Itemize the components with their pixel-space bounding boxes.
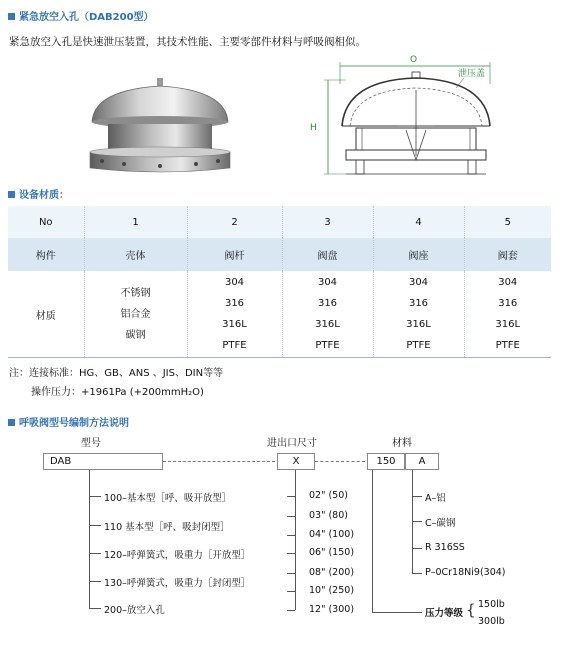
section-title-text: 设备材质： bbox=[19, 190, 69, 201]
materials-table bbox=[8, 206, 551, 358]
pressure-option: 300lb bbox=[478, 616, 505, 627]
material-value: 316L bbox=[406, 319, 431, 330]
tree-branch bbox=[287, 496, 295, 497]
tree-branch bbox=[412, 573, 422, 574]
tree-branch bbox=[287, 516, 295, 517]
material-value: 304 bbox=[408, 277, 429, 288]
technical-drawing bbox=[306, 50, 496, 190]
material-value: 不锈钢 bbox=[120, 287, 151, 299]
tree-branch bbox=[412, 496, 422, 497]
material-cell bbox=[187, 271, 282, 358]
material-label-cell: 材质 bbox=[8, 271, 84, 358]
table-header-row bbox=[8, 206, 551, 238]
pressure-label: 压力等级 bbox=[425, 608, 464, 619]
size-option: 03" (80) bbox=[309, 510, 348, 521]
material-value: 碳钢 bbox=[125, 329, 146, 341]
component-cell: 壳体 bbox=[84, 238, 187, 271]
tree-branch bbox=[89, 581, 101, 582]
header-cell: 4 bbox=[373, 206, 464, 238]
size-option: 04" (100) bbox=[309, 529, 355, 540]
type-option: 130–呼弹簧式，吸重力［封闭型］ bbox=[104, 578, 251, 589]
table-row-components bbox=[8, 238, 551, 271]
intro-text: 紧急放空入孔是快速泄压装置，其技术性能、主要零部件材料与呼吸阀相似。 bbox=[9, 36, 366, 48]
material-cell bbox=[84, 271, 187, 358]
type-option: 200–放空入孔 bbox=[104, 605, 165, 616]
connector-line bbox=[315, 461, 365, 462]
product-photo bbox=[80, 72, 240, 182]
tree-branch bbox=[287, 573, 295, 574]
material-value: 304 bbox=[317, 277, 338, 288]
section-title-materials bbox=[8, 186, 69, 201]
component-cell: 阀盘 bbox=[282, 238, 373, 271]
material-value: 316L bbox=[222, 319, 247, 330]
connector-line bbox=[163, 461, 275, 462]
bullet-square-icon bbox=[8, 191, 15, 198]
pressure-option: 150lb bbox=[478, 599, 505, 610]
table-row-materials bbox=[8, 271, 551, 358]
material-cell bbox=[464, 271, 551, 358]
brace-icon: { bbox=[466, 601, 476, 619]
label-type: 型号 bbox=[81, 438, 101, 449]
tree-branch bbox=[287, 610, 295, 611]
tree-branch bbox=[372, 612, 422, 613]
section-title-text: 紧急放空入孔（DAB200型） bbox=[19, 12, 154, 23]
tree-branch bbox=[412, 548, 422, 549]
tree-branch bbox=[287, 553, 295, 554]
material-value: 316 bbox=[224, 298, 245, 309]
pressure-code-box: 150 bbox=[367, 453, 405, 470]
material-value: 铝合金 bbox=[120, 308, 151, 320]
material-option: P–0Cr18Ni9(304) bbox=[425, 567, 506, 578]
type-option: 120–呼弹簧式，吸重力［开放型］ bbox=[104, 550, 251, 561]
bullet-square-icon bbox=[8, 419, 15, 426]
type-code-box: DAB bbox=[43, 453, 163, 470]
material-value: 304 bbox=[498, 277, 518, 288]
material-value: 316 bbox=[317, 298, 338, 309]
component-cell: 构件 bbox=[8, 238, 84, 271]
bullet-square-icon bbox=[8, 13, 15, 20]
material-code-box: A bbox=[405, 453, 439, 470]
label-material: 材料 bbox=[392, 438, 412, 449]
header-cell: 1 bbox=[84, 206, 187, 238]
header-cell: 5 bbox=[464, 206, 551, 238]
material-cell bbox=[373, 271, 464, 358]
material-value: 316 bbox=[408, 298, 429, 309]
tree-branch bbox=[89, 553, 101, 554]
type-option: 100–基本型［呼、吸开放型］ bbox=[104, 493, 232, 504]
material-value: 316L bbox=[495, 319, 521, 330]
material-option: C–碳钢 bbox=[425, 518, 456, 529]
header-cell: No bbox=[8, 206, 84, 238]
type-option: 110 基本型［呼、吸封闭型］ bbox=[104, 522, 230, 533]
tree-branch bbox=[287, 535, 295, 536]
tree-branch bbox=[287, 591, 295, 592]
material-value: PTFE bbox=[495, 340, 520, 351]
material-value: 316 bbox=[498, 298, 518, 309]
type-tree-line bbox=[89, 470, 90, 609]
material-tree-line bbox=[412, 470, 413, 574]
size-option: 02" (50) bbox=[309, 490, 348, 501]
tree-branch bbox=[412, 521, 422, 522]
size-code-box: X bbox=[277, 453, 315, 470]
tree-branch bbox=[89, 525, 101, 526]
header-cell: 3 bbox=[282, 206, 373, 238]
material-option: R 316SS bbox=[425, 542, 465, 553]
size-option: 12" (300) bbox=[309, 604, 355, 615]
note-pressure: 操作压力：+1961Pa (+200mmH₂O) bbox=[31, 387, 204, 398]
component-cell: 阀座 bbox=[373, 238, 464, 271]
material-value: PTFE bbox=[315, 340, 340, 351]
tree-branch bbox=[89, 496, 101, 497]
pressure-tree-line bbox=[372, 470, 373, 612]
material-option: A–铝 bbox=[425, 493, 446, 504]
material-value: 304 bbox=[224, 277, 245, 288]
tree-branch bbox=[89, 608, 101, 609]
size-tree-line bbox=[295, 470, 296, 610]
relief-cover-label: 泄压盖 bbox=[458, 69, 486, 79]
note-standards: 注：连接标准：HG、GB、ANS 、JIS、DIN等等 bbox=[9, 368, 224, 379]
component-cell: 阀杆 bbox=[187, 238, 282, 271]
label-size: 进出口尺寸 bbox=[267, 438, 317, 449]
size-option: 06" (150) bbox=[309, 547, 355, 558]
component-cell: 阀套 bbox=[464, 238, 551, 271]
header-cell: 2 bbox=[187, 206, 282, 238]
section-title-text: 呼吸阀型号编制方法说明 bbox=[19, 418, 129, 429]
section-title-manhole bbox=[8, 8, 154, 23]
material-value: 316L bbox=[315, 319, 340, 330]
dim-h-label: H bbox=[310, 123, 317, 133]
dim-o-label: O bbox=[410, 55, 418, 65]
size-option: 08" (200) bbox=[309, 567, 355, 578]
size-option: 10" (250) bbox=[309, 585, 355, 596]
section-title-model-code bbox=[8, 414, 129, 429]
material-value: PTFE bbox=[406, 340, 431, 351]
material-cell bbox=[282, 271, 373, 358]
material-value: PTFE bbox=[222, 340, 247, 351]
